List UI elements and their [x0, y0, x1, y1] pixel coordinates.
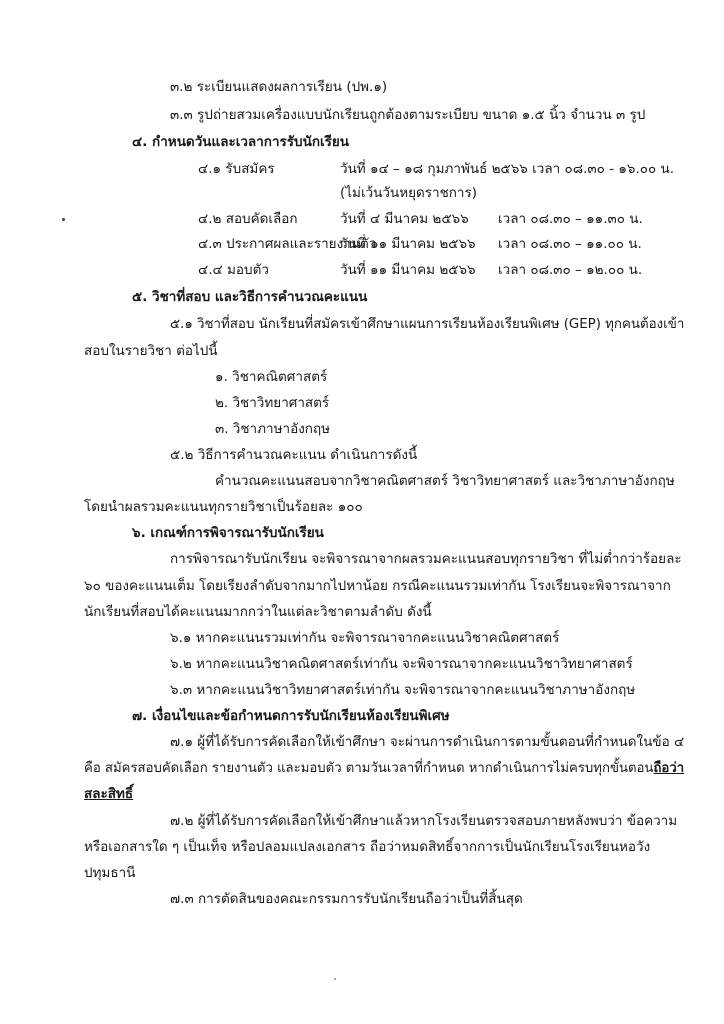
item-3-3: ๓.๓ รูปถ่ายสวมเครื่องแบบนักเรียนถูกต้องตามระเบียบ ขนาด ๑.๕ นิ้ว จำนวน ๓ รูป — [170, 107, 646, 123]
para-7-1-line2 — [84, 759, 684, 777]
subject-1: ๑. วิชาคณิตศาสตร์ — [215, 369, 328, 385]
stray-dot-bottom — [334, 978, 336, 980]
para-7-3: ๗.๓ การตัดสินของคณะกรรมการรับนักเรียนถือว่าเป็นที่สิ้นสุด — [170, 891, 523, 907]
para-7-2-line1: ๗.๒ ผู้ที่ได้รับการคัดเลือกให้เข้าศึกษาแล้วหากโรงเรียนตรวจสอบภายหลังพบว่า ข้อความ — [170, 813, 678, 829]
criterion-6-2: ๖.๒ หากคะแนนวิชาคณิตศาสตร์เท่ากัน จะพิจารณาจากคะแนนวิชาวิทยาศาสตร์ — [170, 656, 633, 672]
schedule-date-1: วันที่ ๑๔ – ๑๘ กุมภาพันธ์ ๒๕๖๖ เวลา ๐๘.๓๐ - ๑๖.๐๐ น. — [340, 161, 675, 177]
criterion-6-3: ๖.๓ หากคะแนนวิชาวิทยาศาสตร์เท่ากัน จะพิจารณาจากคะแนนวิชาภาษาอังกฤษ — [170, 682, 636, 698]
para-7-1-line2-text: คือ สมัครสอบคัดเลือก รายงานตัว และมอบตัว ตามวันเวลาที่กำหนด หากดำเนินการไม่ครบทุกขั้นตอน — [84, 760, 654, 776]
para-7-1-line1: ๗.๑ ผู้ที่ได้รับการคัดเลือกให้เข้าศึกษา จะผ่านการดำเนินการตามขั้นตอนที่กำหนดในข้อ ๔ — [170, 734, 685, 750]
para-7-2-line3: ปทุมธานี — [84, 865, 136, 881]
para-5-2-line2: โดยนำผลรวมคะแนนทุกรายวิชาเป็นร้อยละ ๑๐๐ — [84, 499, 363, 515]
schedule-time-4: เวลา ๐๘.๓๐ – ๑๒.๐๐ น. — [498, 262, 643, 278]
para-5-2: ๕.๒ วิธีการคำนวณคะแนน ดำเนินการดังนี้ — [170, 447, 418, 463]
schedule-date-3: วันที่ ๑๑ มีนาคม ๒๕๖๖ — [340, 236, 476, 252]
schedule-note-1: (ไม่เว้นวันหยุดราชการ) — [340, 185, 478, 201]
section-5-heading: ๕. วิชาที่สอบ และวิธีการคำนวณคะแนน — [132, 289, 368, 305]
para-5-2-line1: คำนวณคะแนนสอบจากวิชาคณิตศาสตร์ วิชาวิทยาศาสตร์ และวิชาภาษาอังกฤษ — [215, 473, 675, 489]
subject-2: ๒. วิชาวิทยาศาสตร์ — [215, 395, 330, 411]
criterion-6-1: ๖.๑ หากคะแนนรวมเท่ากัน จะพิจารณาจากคะแนนวิชาคณิตศาสตร์ — [170, 630, 560, 646]
forfeit-phrase-start: ถือว่า — [653, 760, 685, 776]
schedule-time-3: เวลา ๐๘.๓๐ – ๑๑.๐๐ น. — [498, 236, 642, 252]
section-7-heading: ๗. เงื่อนไขและข้อกำหนดการรับนักเรียนห้องเรียนพิเศษ — [132, 708, 450, 724]
para-6-line1: การพิจารณารับนักเรียน จะพิจารณาจากผลรวมคะแนนสอบทุกรายวิชา ที่ไม่ต่ำกว่าร้อยละ — [170, 551, 682, 567]
item-3-2: ๓.๒ ระเบียนแสดงผลการเรียน (ปพ.๑) — [170, 79, 388, 95]
para-6-line2: ๖๐ ของคะแนนเต็ม โดยเรียงลำดับจากมากไปหาน้อย กรณีคะแนนรวมเท่ากัน โรงเรียนจะพิจารณาจาก — [84, 578, 671, 594]
schedule-label-2: ๔.๒ สอบคัดเลือก — [198, 211, 298, 227]
para-6-line3: นักเรียนที่สอบได้คะแนนมากกว่าในแต่ละวิชาตามลำดับ ดังนี้ — [84, 604, 432, 620]
schedule-label-1: ๔.๑ รับสมัคร — [198, 161, 275, 177]
subject-3: ๓. วิชาภาษาอังกฤษ — [215, 421, 331, 437]
schedule-time-2: เวลา ๐๘.๓๐ – ๑๑.๓๐ น. — [498, 211, 643, 227]
forfeit-phrase-end: สละสิทธิ์ — [84, 786, 134, 802]
schedule-label-4: ๔.๔ มอบตัว — [198, 262, 269, 278]
section-4-heading: ๔. กำหนดวันและเวลาการรับนักเรียน — [132, 134, 350, 150]
stray-dot — [62, 218, 65, 221]
para-5-1-line1: ๕.๑ วิชาที่สอบ นักเรียนที่สมัครเข้าศึกษาแผนการเรียนห้องเรียนพิเศษ (GEP) ทุกคนต้องเข้า — [170, 316, 685, 332]
schedule-label-3: ๔.๓ ประกาศผลและรายงานตัว — [198, 236, 377, 252]
para-5-1-line2: สอบในรายวิชา ต่อไปนี้ — [84, 343, 218, 359]
schedule-date-4: วันที่ ๑๑ มีนาคม ๒๕๖๖ — [340, 262, 476, 278]
para-7-2-line2: หรือเอกสารใด ๆ เป็นเท็จ หรือปลอมแปลงเอกสาร ถือว่าหมดสิทธิ์จากการเป็นนักเรียนโรงเรียนหอวัง — [84, 839, 651, 855]
schedule-date-2: วันที่ ๔ มีนาคม ๒๕๖๖ — [340, 211, 469, 227]
section-6-heading: ๖. เกณฑ์การพิจารณารับนักเรียน — [132, 525, 324, 541]
